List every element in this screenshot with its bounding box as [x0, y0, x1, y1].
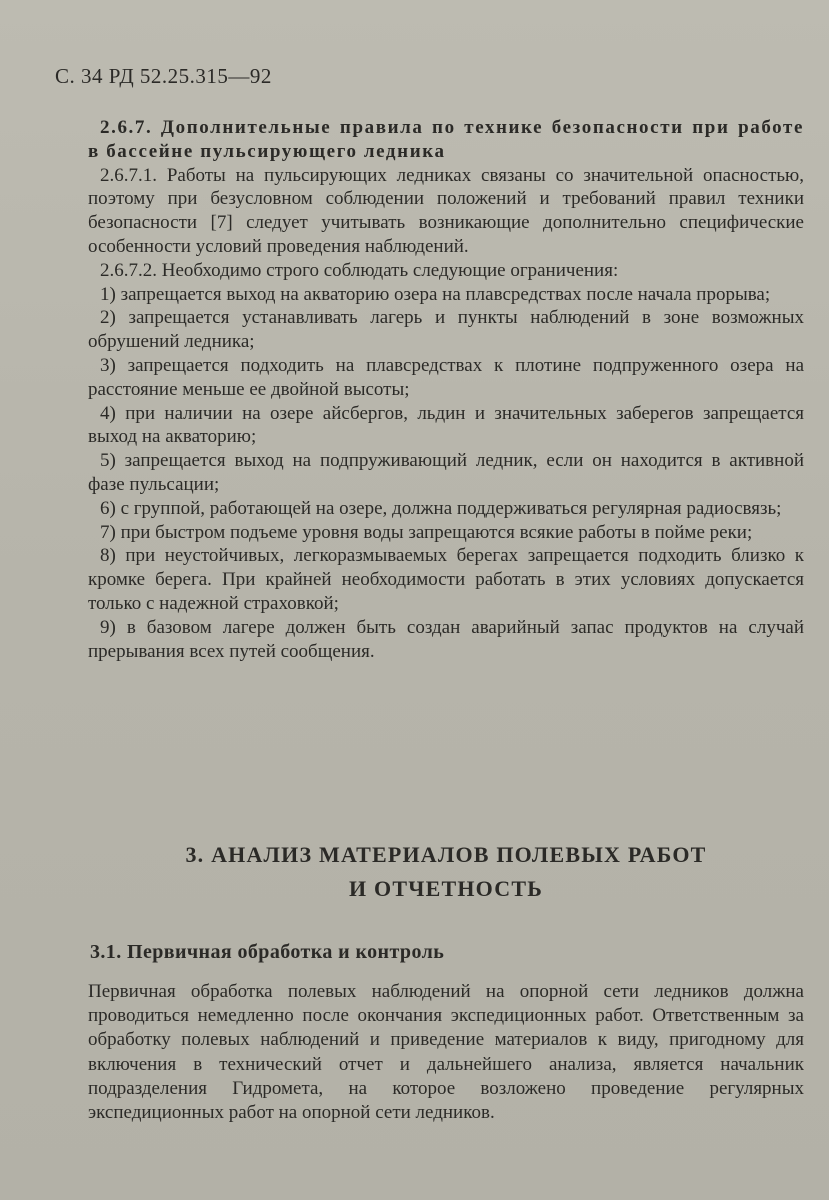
- section-2-6-7: [88, 116, 804, 663]
- section-3-title-line-1: 3. АНАЛИЗ МАТЕРИАЛОВ ПОЛЕВЫХ РАБОТ: [185, 842, 707, 867]
- section-3-title: [88, 838, 804, 906]
- section-2-6-7-heading: 2.6.7. Дополнительные правила по технике безопасности при работе в бассейне пульсирующего ледника: [88, 117, 804, 162]
- section-3-1-body: [88, 980, 804, 1125]
- restriction-item-7: 7) при быстром подъеме уровня воды запрещаются всякие работы в пойме реки;: [100, 521, 753, 543]
- page-header: С. 34 РД 52.25.315—92: [55, 64, 272, 88]
- subsection-3-1-title: 3.1. Первичная обработка и контроль: [90, 941, 445, 963]
- restriction-item-1: 1) запрещается выход на акваторию озера на плавсредствах после начала прорыва;: [100, 283, 771, 305]
- paragraph-2-6-7-2: 2.6.7.2. Необходимо строго соблюдать следующие ограничения:: [100, 259, 619, 281]
- restriction-item-6: 6) с группой, работающей на озере, должна поддерживаться регулярная радиосвязь;: [100, 497, 782, 519]
- restriction-item-2: 2) запрещается устанавливать лагерь и пункты наблюдений в зоне возможных обрушений ледника;: [88, 307, 804, 353]
- restriction-item-3: 3) запрещается подходить на плавсредствах к плотине подпруженного озера на расстояние меньше ее двойной высоты;: [88, 354, 804, 400]
- restriction-item-8: 8) при неустойчивых, легкоразмываемых берегах запрещается подходить близко к кромке берега. При крайней необходимости работать в этих условиях допускается только с надежной страховкой;: [88, 545, 804, 614]
- section-3-1-paragraph: Первичная обработка полевых наблюдений на опорной сети ледников должна проводиться немедленно после окончания экспедиционных работ. Ответственным за обработку полевых наблюдений и приведение материалов к виду, пригодному для включения в технический отчет и дальнейшего анализа, является начальник подразделения Гидромета, на которое возложено проведение регулярных экспедиционных работ на опорной сети ледников.: [88, 981, 804, 1124]
- restriction-item-9: 9) в базовом лагере должен быть создан аварийный запас продуктов на случай прерывания всех путей сообщения.: [88, 616, 804, 662]
- paragraph-2-6-7-1: 2.6.7.1. Работы на пульсирующих ледниках связаны со значительной опасностью, поэтому при безусловном соблюдении положений и требований правил техники безопасности [7] следует учитывать возникающие дополнительно специфические особенности условий проведения наблюдений.: [88, 164, 804, 257]
- section-3-title-line-2: И ОТЧЕТНОСТЬ: [349, 876, 543, 901]
- restriction-item-4: 4) при наличии на озере айсбергов, льдин и значительных заберегов запрещается выход на акваторию;: [88, 402, 804, 448]
- restriction-item-5: 5) запрещается выход на подпруживающий ледник, если он находится в активной фазе пульсации;: [88, 450, 804, 495]
